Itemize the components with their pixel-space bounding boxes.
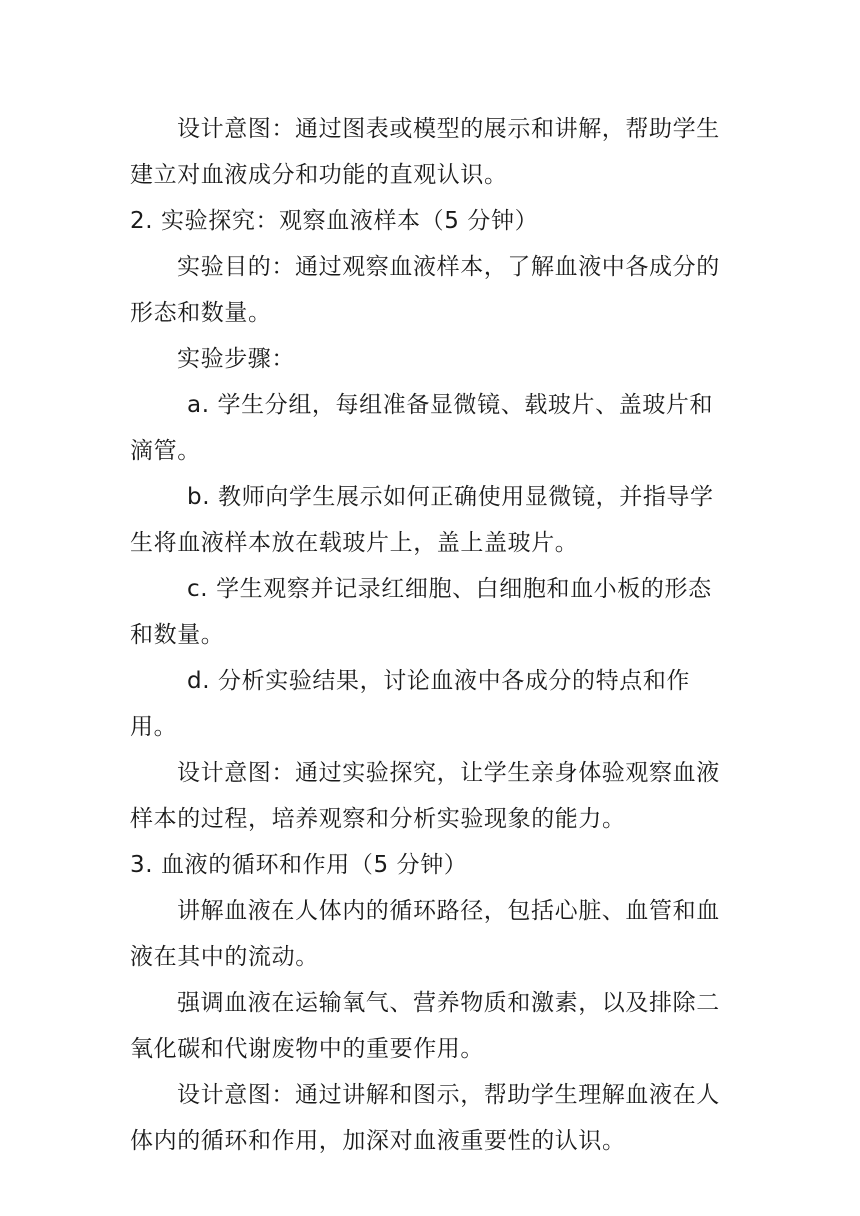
section-heading-experiment: 2. 实验探究：观察血液样本（5 分钟） bbox=[130, 208, 539, 234]
experiment-steps-label: 实验步骤： bbox=[177, 346, 295, 372]
step-c: c. 学生观察并记录红细胞、白细胞和血小板的形态和数量。 bbox=[130, 576, 712, 648]
step-d: d. 分析实验结果，讨论血液中各成分的特点和作用。 bbox=[130, 668, 691, 740]
design-intent-paragraph: 设计意图：通过图表或模型的展示和讲解，帮助学生建立对血液成分和功能的直观认识。 bbox=[130, 116, 720, 188]
document-body bbox=[130, 106, 730, 1164]
step-b: b. 教师向学生展示如何正确使用显微镜，并指导学生将血液样本放在载玻片上，盖上盖玻片。 bbox=[130, 484, 714, 556]
design-intent-paragraph: 设计意图：通过讲解和图示，帮助学生理解血液在人体内的循环和作用，加深对血液重要性的认识。 bbox=[130, 1082, 720, 1154]
circulation-explain-paragraph: 讲解血液在人体内的循环路径，包括心脏、血管和血液在其中的流动。 bbox=[130, 898, 720, 970]
design-intent-paragraph: 设计意图：通过实验探究，让学生亲身体验观察血液样本的过程，培养观察和分析实验现象的能力。 bbox=[130, 760, 720, 832]
experiment-purpose-paragraph: 实验目的：通过观察血液样本，了解血液中各成分的形态和数量。 bbox=[130, 254, 720, 326]
section-heading-circulation: 3. 血液的循环和作用（5 分钟） bbox=[130, 852, 468, 878]
circulation-emphasis-paragraph: 强调血液在运输氧气、营养物质和激素，以及排除二氧化碳和代谢废物中的重要作用。 bbox=[130, 990, 720, 1062]
step-a: a. 学生分组，每组准备显微镜、载玻片、盖玻片和滴管。 bbox=[130, 392, 714, 464]
